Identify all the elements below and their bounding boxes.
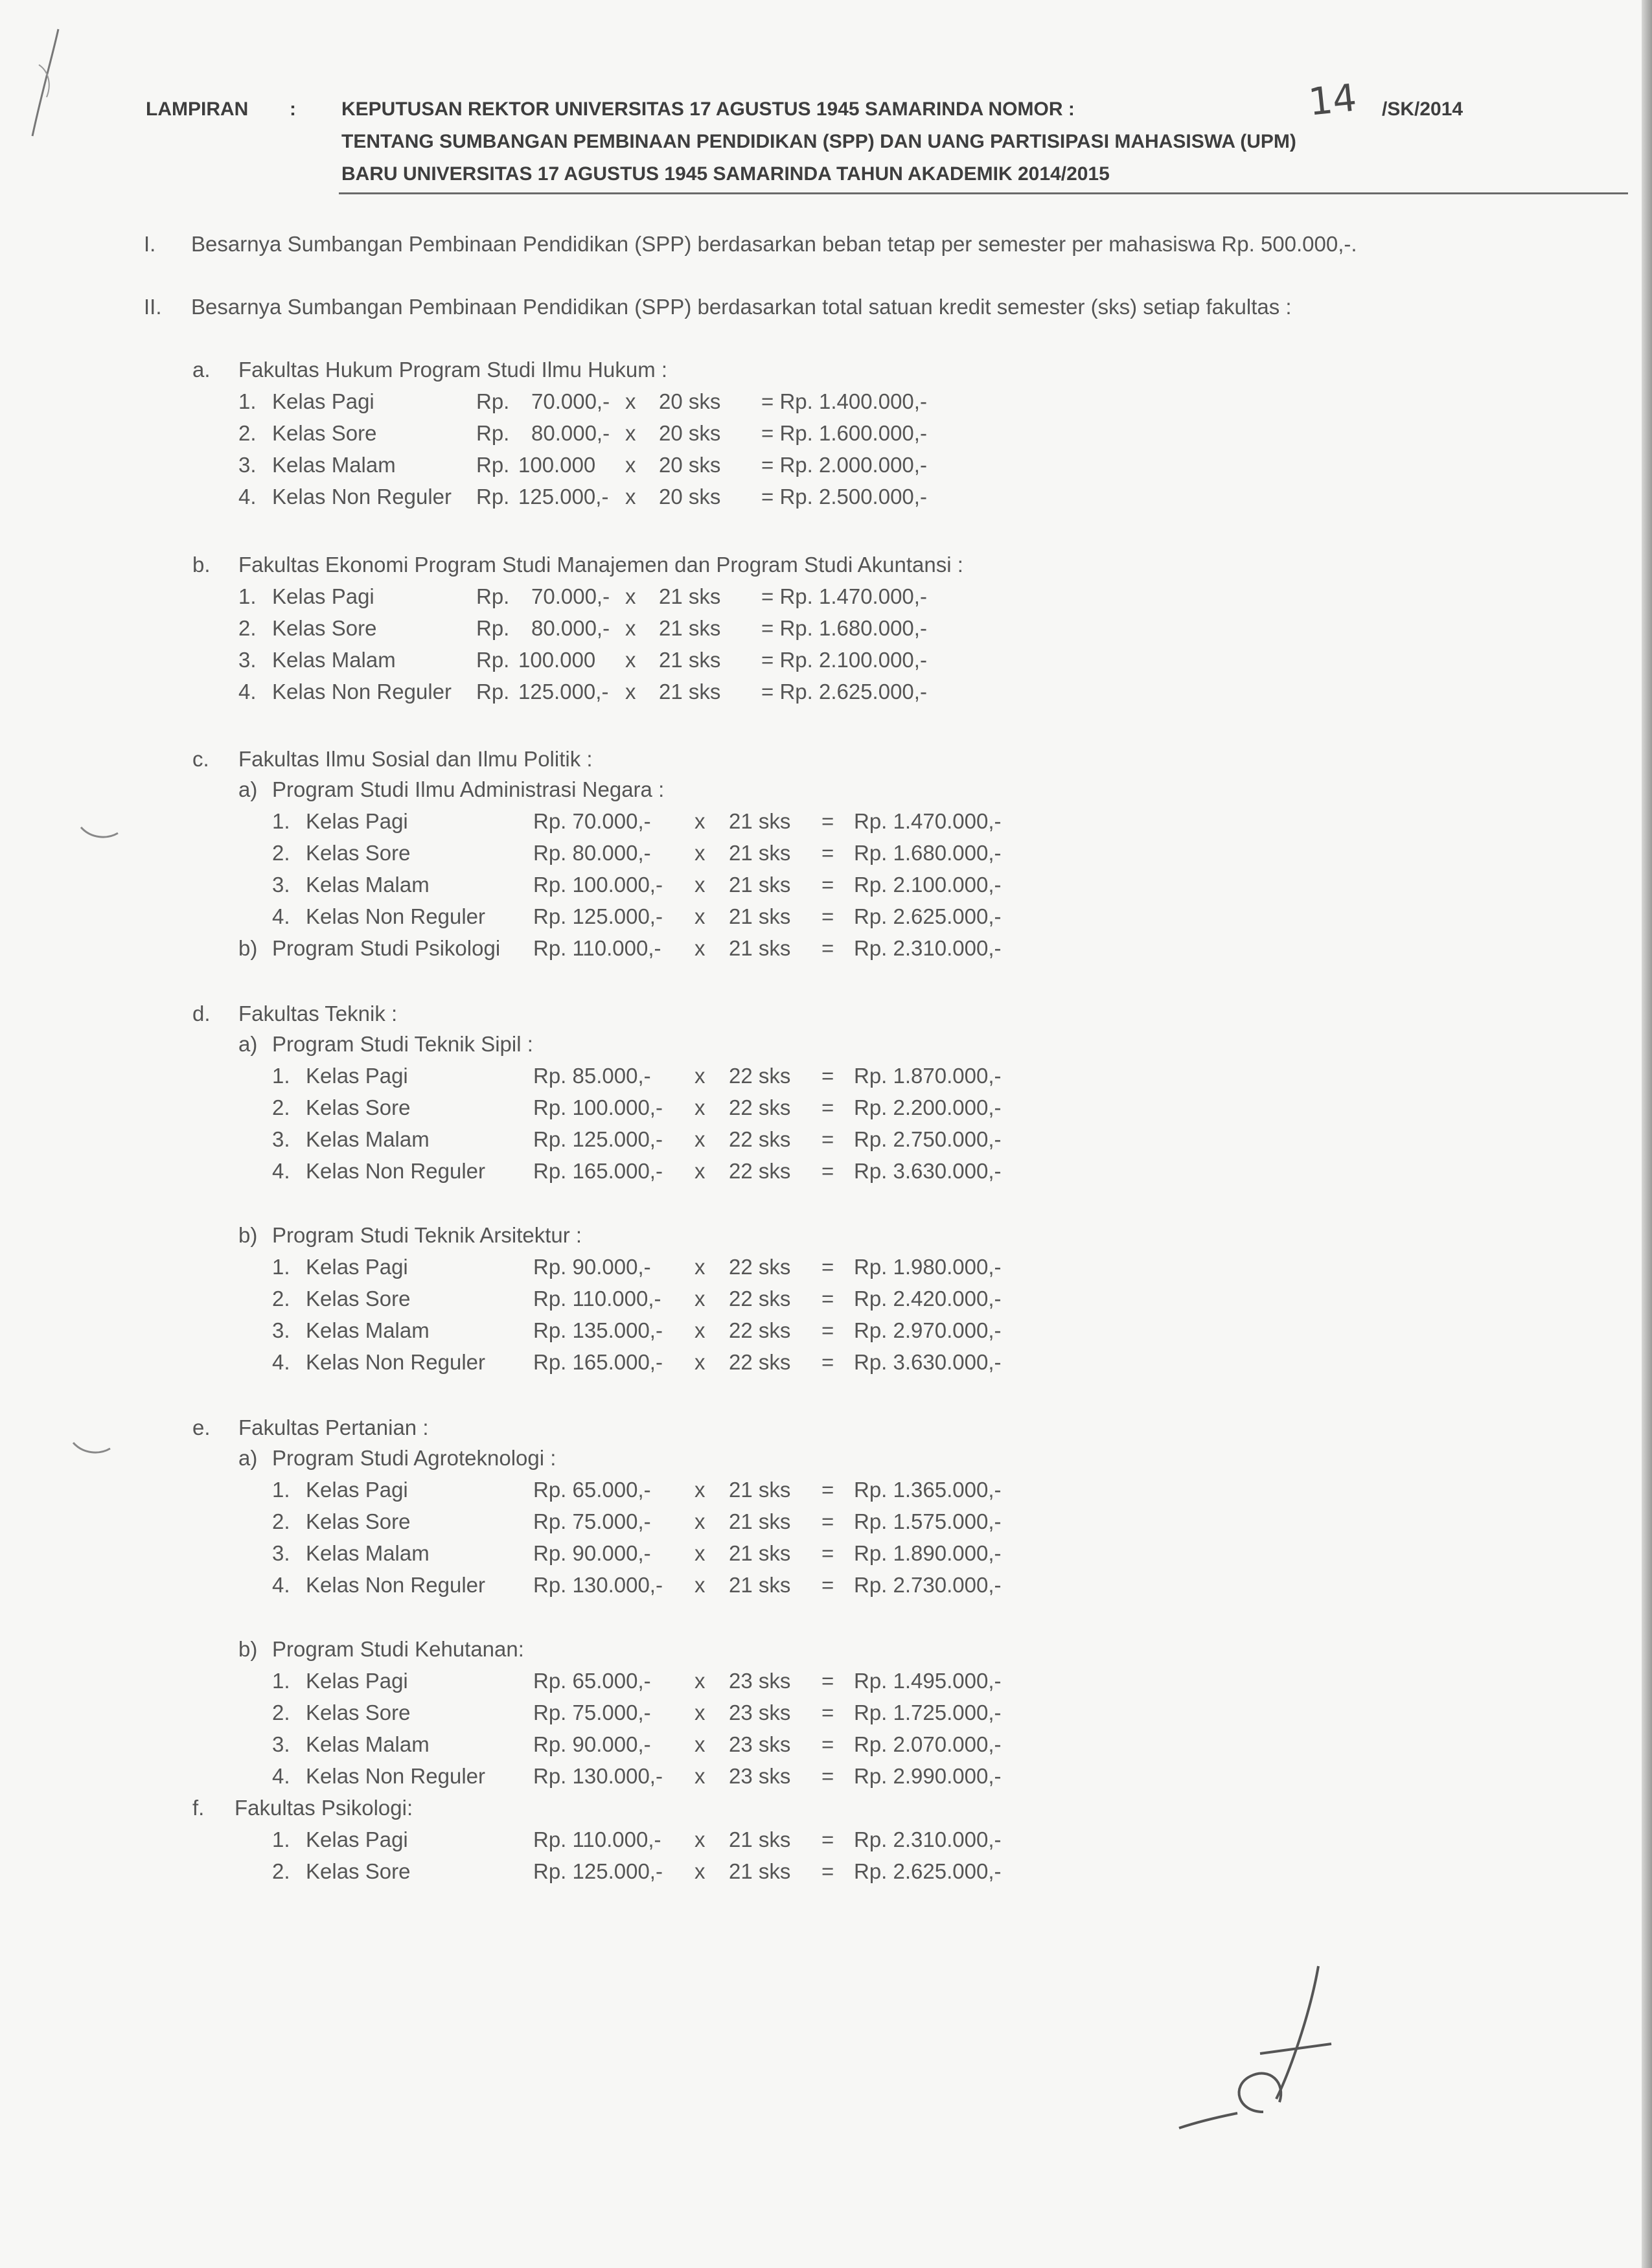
fee-row: 3. Kelas Malam Rp. 100.000 x 21 sks = Rp. 2.100.000,-: [238, 648, 927, 672]
fee-row: 2. Kelas Sore Rp. 75.000,- x 23 sks = Rp. 1.725.000,-: [272, 1701, 1002, 1724]
fee-row: 3. Kelas Malam Rp. 100.000 x 20 sks = Rp. 2.000.000,-: [238, 453, 927, 477]
fee-row: 2. Kelas Sore Rp. 80.000,- x 21 sks = Rp. 1.680.000,-: [272, 841, 1002, 865]
margin-mark: [78, 824, 123, 843]
faculty-c-letter: c.: [192, 747, 209, 771]
corner-pen-mark: [13, 26, 91, 143]
fee-row: 4. Kelas Non Reguler Rp. 165.000,- x 22 sks = Rp. 3.630.000,-: [272, 1159, 1002, 1183]
faculty-f-letter: f.: [192, 1796, 205, 1820]
section-i-number: I.: [144, 232, 156, 256]
handwritten-number: 14: [1306, 75, 1359, 124]
header-line-1: KEPUTUSAN REKTOR UNIVERSITAS 17 AGUSTUS 1945 SAMARINDA NOMOR :: [341, 98, 1075, 120]
header-label: LAMPIRAN: [146, 98, 249, 120]
faculty-c-sub-a-title: Program Studi Ilmu Administrasi Negara :: [272, 777, 665, 801]
header-colon: :: [290, 98, 296, 120]
faculty-e-letter: e.: [192, 1415, 211, 1439]
section-i-text: Besarnya Sumbangan Pembinaan Pendidikan (SPP) berdasarkan beban tetap per semester per mahasiswa Rp. 500.000,-.: [191, 232, 1357, 256]
faculty-c-sub-a-label: a): [238, 777, 258, 801]
faculty-e-sub-b-title: Program Studi Kehutanan:: [272, 1637, 524, 1661]
faculty-e-sub-a-label: a): [238, 1446, 258, 1470]
header-sk-suffix: /SK/2014: [1382, 98, 1463, 120]
faculty-b-letter: b.: [192, 553, 211, 577]
fee-row: 3. Kelas Malam Rp. 90.000,- x 23 sks = Rp. 2.070.000,-: [272, 1732, 1002, 1756]
fee-row: 1. Kelas Pagi Rp. 65.000,- x 23 sks = Rp. 1.495.000,-: [272, 1669, 1002, 1693]
fee-row: 2. Kelas Sore Rp. 80.000,- x 20 sks = Rp. 1.600.000,-: [238, 421, 927, 445]
header-line-2: TENTANG SUMBANGAN PEMBINAAN PENDIDIKAN (SPP) DAN UANG PARTISIPASI MAHASISWA (UPM): [341, 131, 1296, 152]
margin-mark: [70, 1439, 115, 1459]
faculty-d-sub-b-label: b): [238, 1223, 258, 1247]
document-header: [146, 75, 1480, 194]
header-rule: [339, 192, 1628, 194]
fee-row: 2. Kelas Sore Rp. 125.000,- x 21 sks = Rp. 2.625.000,-: [272, 1859, 1002, 1883]
fee-row: 2. Kelas Sore Rp. 80.000,- x 21 sks = Rp. 1.680.000,-: [238, 616, 927, 640]
faculty-d-sub-b-title: Program Studi Teknik Arsitektur :: [272, 1223, 582, 1247]
fee-row: 1. Kelas Pagi Rp. 85.000,- x 22 sks = Rp. 1.870.000,-: [272, 1064, 1002, 1088]
fee-row: 1. Kelas Pagi Rp. 90.000,- x 22 sks = Rp. 1.980.000,-: [272, 1255, 1002, 1279]
fee-row: 3. Kelas Malam Rp. 135.000,- x 22 sks = Rp. 2.970.000,-: [272, 1318, 1002, 1342]
faculty-e-sub-a-title: Program Studi Agroteknologi :: [272, 1446, 556, 1470]
signature-initial: [1166, 1963, 1360, 2157]
fee-row: 4. Kelas Non Reguler Rp. 125.000,- x 20 sks = Rp. 2.500.000,-: [238, 485, 927, 509]
fee-row: 4. Kelas Non Reguler Rp. 125.000,- x 21 sks = Rp. 2.625.000,-: [238, 680, 927, 704]
fee-row: 4. Kelas Non Reguler Rp. 130.000,- x 23 sks = Rp. 2.990.000,-: [272, 1764, 1002, 1788]
fee-row: 2. Kelas Sore Rp. 75.000,- x 21 sks = Rp. 1.575.000,-: [272, 1509, 1002, 1533]
fee-row: 1. Kelas Pagi Rp. 65.000,- x 21 sks = Rp. 1.365.000,-: [272, 1478, 1002, 1502]
faculty-e-sub-b-label: b): [238, 1637, 258, 1661]
fee-row: 3. Kelas Malam Rp. 90.000,- x 21 sks = Rp. 1.890.000,-: [272, 1541, 1002, 1565]
fee-row: 2. Kelas Sore Rp. 110.000,- x 22 sks = Rp. 2.420.000,-: [272, 1287, 1002, 1311]
header-line-3: BARU UNIVERSITAS 17 AGUSTUS 1945 SAMARINDA TAHUN AKADEMIK 2014/2015: [341, 163, 1110, 185]
fee-row: 1. Kelas Pagi Rp. 70.000,- x 20 sks = Rp. 1.400.000,-: [238, 389, 927, 413]
faculty-f-title: Fakultas Psikologi:: [235, 1796, 413, 1820]
faculty-d-letter: d.: [192, 1002, 211, 1025]
fee-row: 3. Kelas Malam Rp. 125.000,- x 22 sks = Rp. 2.750.000,-: [272, 1127, 1002, 1151]
fee-row: 4. Kelas Non Reguler Rp. 130.000,- x 21 sks = Rp. 2.730.000,-: [272, 1573, 1002, 1597]
faculty-a-letter: a.: [192, 358, 211, 382]
section-ii-text: Besarnya Sumbangan Pembinaan Pendidikan (SPP) berdasarkan total satuan kredit semester (sks) setiap fakultas :: [191, 295, 1292, 319]
fee-row: 4. Kelas Non Reguler Rp. 125.000,- x 21 sks = Rp. 2.625.000,-: [272, 904, 1002, 928]
faculty-a-title: Fakultas Hukum Program Studi Ilmu Hukum :: [238, 358, 668, 382]
faculty-b-title: Fakultas Ekonomi Program Studi Manajemen dan Program Studi Akuntansi :: [238, 553, 963, 577]
fee-row: 1. Kelas Pagi Rp. 110.000,- x 21 sks = Rp. 2.310.000,-: [272, 1827, 1002, 1851]
section-ii-number: II.: [144, 295, 162, 319]
faculty-d-sub-a-label: a): [238, 1032, 258, 1056]
faculty-e-title: Fakultas Pertanian :: [238, 1415, 429, 1439]
faculty-d-title: Fakultas Teknik :: [238, 1002, 398, 1025]
fee-row: b) Program Studi Psikologi Rp. 110.000,- x 21 sks = Rp. 2.310.000,-: [238, 936, 1002, 960]
faculty-d-sub-a-title: Program Studi Teknik Sipil :: [272, 1032, 533, 1056]
fee-row: 3. Kelas Malam Rp. 100.000,- x 21 sks = Rp. 2.100.000,-: [272, 873, 1002, 897]
fee-row: 2. Kelas Sore Rp. 100.000,- x 22 sks = Rp. 2.200.000,-: [272, 1095, 1002, 1119]
fee-row: 1. Kelas Pagi Rp. 70.000,- x 21 sks = Rp. 1.470.000,-: [238, 584, 927, 608]
faculty-c-title: Fakultas Ilmu Sosial dan Ilmu Politik :: [238, 747, 593, 771]
fee-row: 1. Kelas Pagi Rp. 70.000,- x 21 sks = Rp. 1.470.000,-: [272, 809, 1002, 833]
fee-row: 4. Kelas Non Reguler Rp. 165.000,- x 22 sks = Rp. 3.630.000,-: [272, 1350, 1002, 1374]
